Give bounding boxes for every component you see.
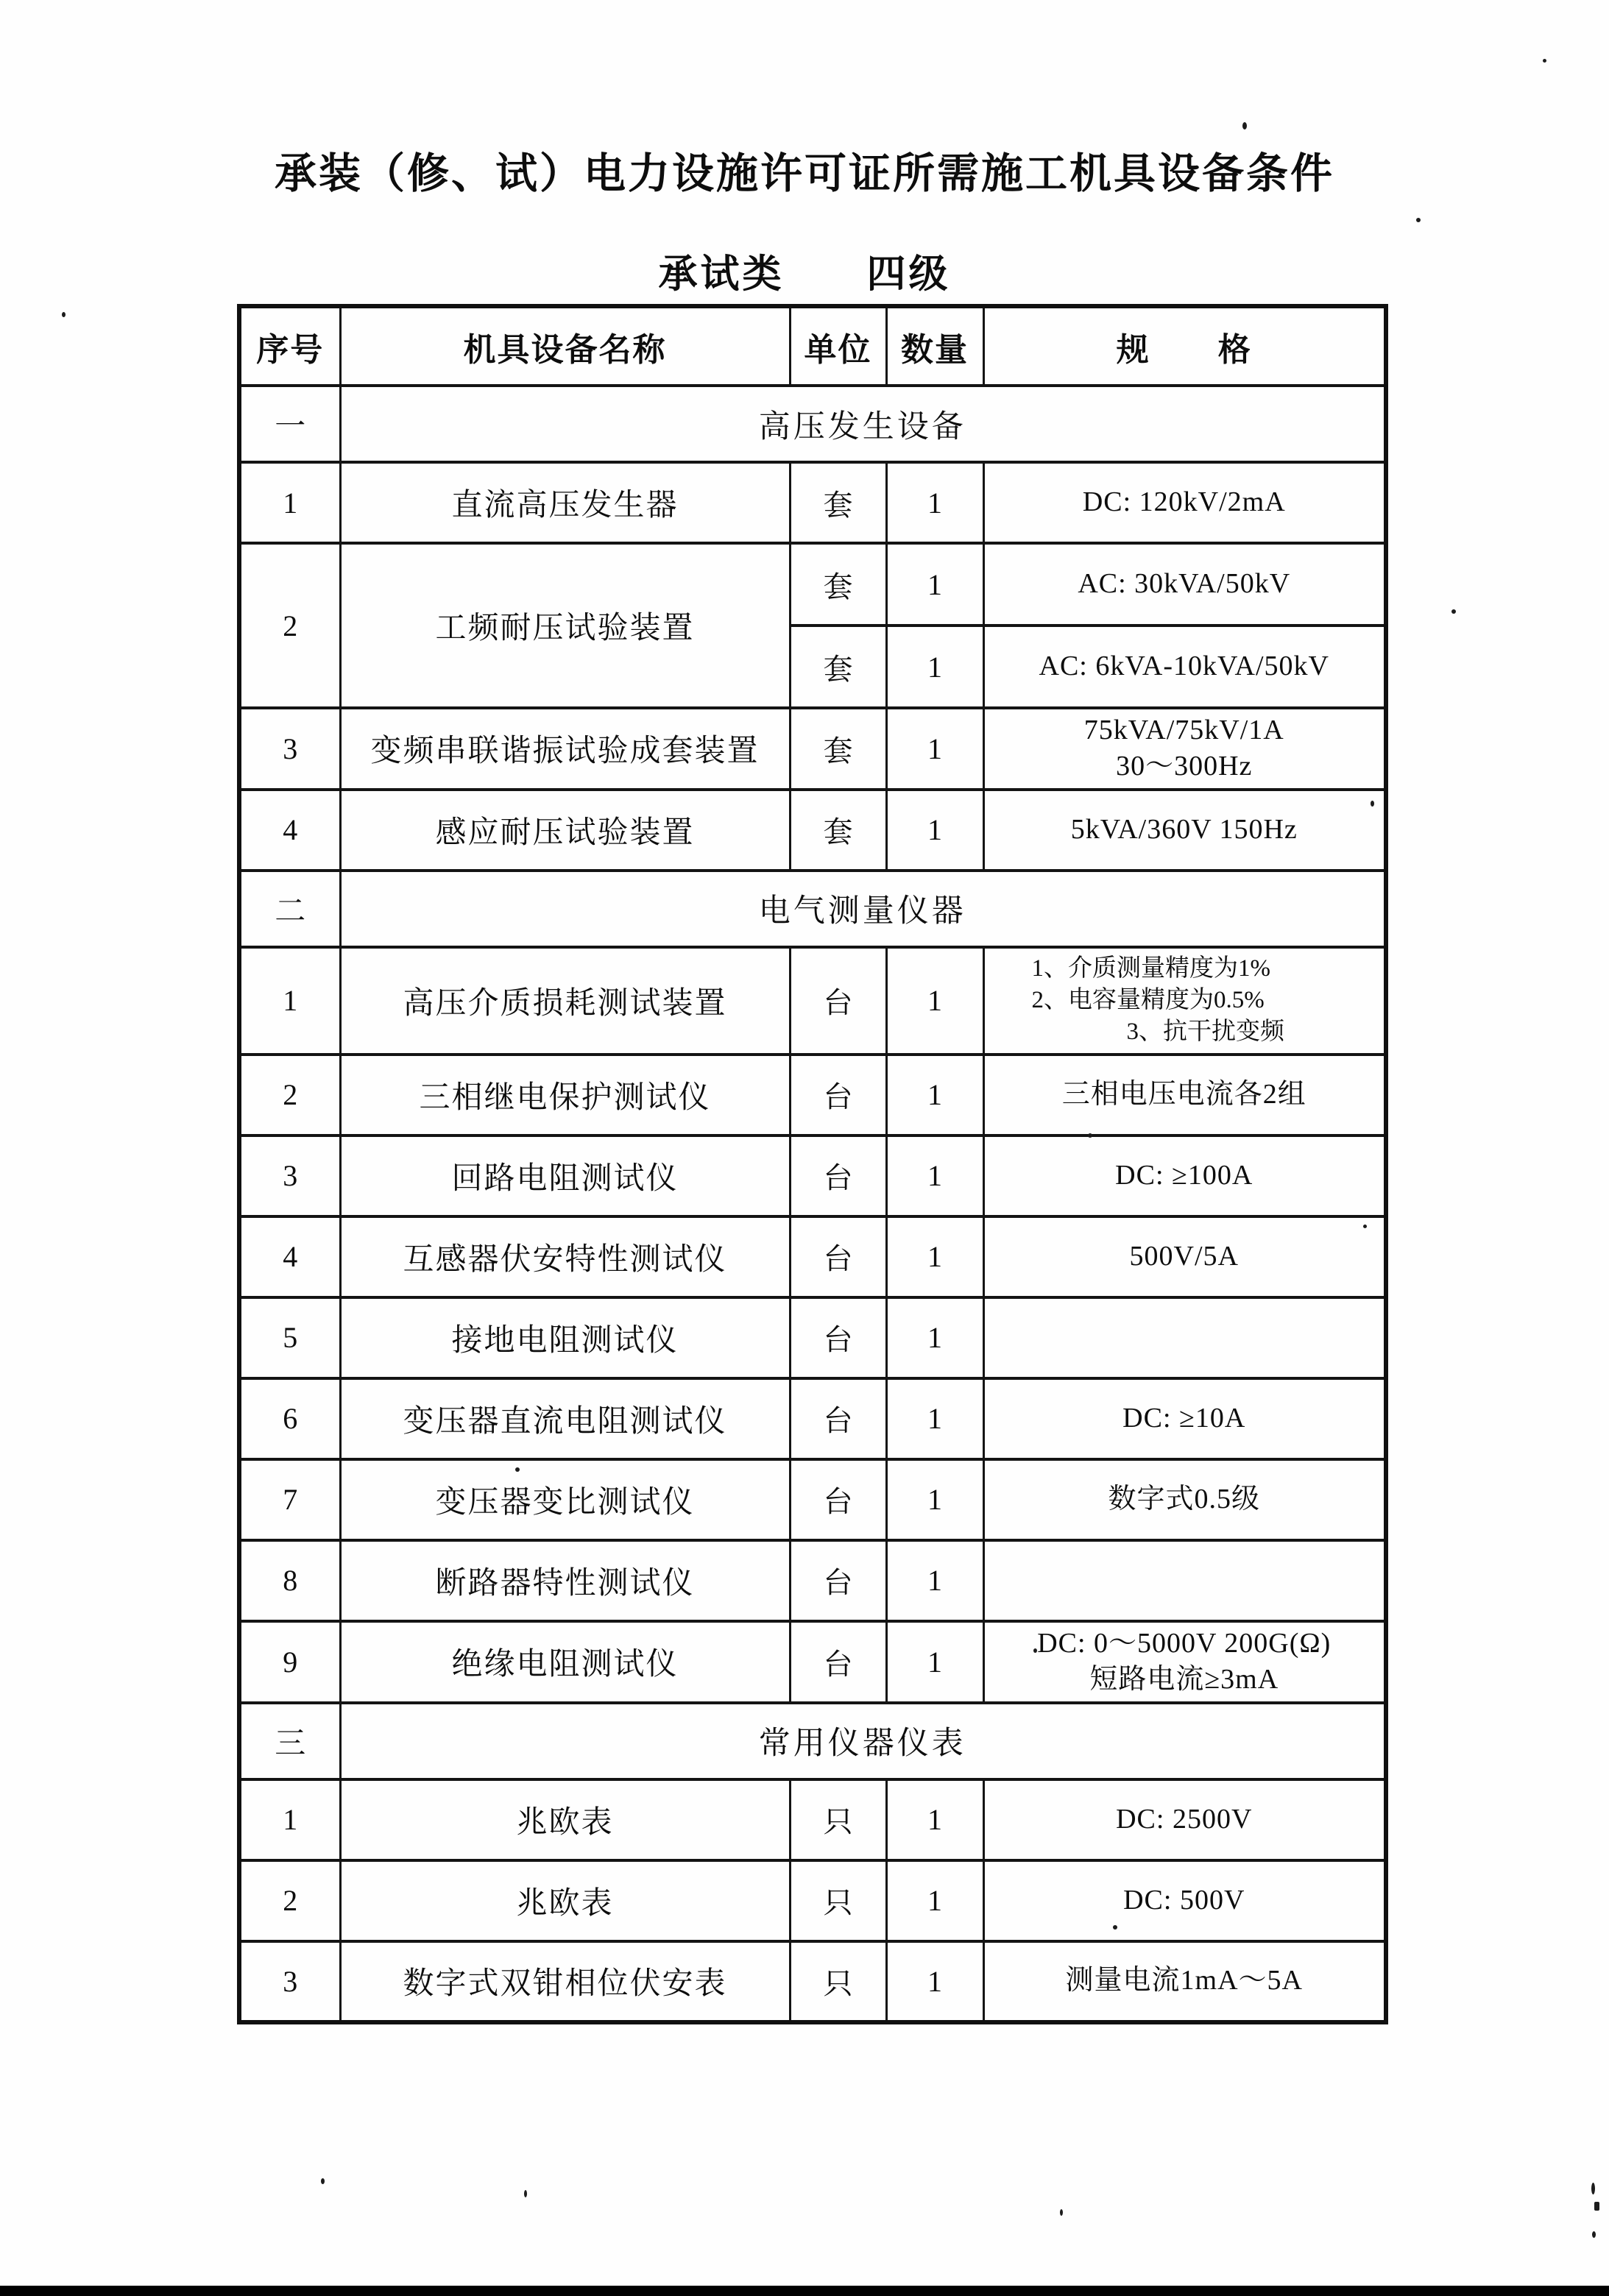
unit-cell: 台: [790, 1621, 886, 1703]
unit-cell: 只: [790, 1860, 886, 1941]
bottom-scan-line: [0, 2286, 1609, 2296]
unit-cell: 台: [790, 1459, 886, 1540]
scan-noise: [1033, 1648, 1037, 1653]
equipment-row: [239, 462, 1386, 543]
qty-cell: 1: [886, 1459, 983, 1540]
equipment-row: [239, 1297, 1386, 1378]
spec-cell: [983, 708, 1386, 790]
spec-line: 5kVA/360V 150Hz: [1070, 814, 1298, 846]
spec-line: 30～300Hz: [1116, 751, 1253, 782]
equipment-row: [239, 1860, 1386, 1941]
col-header-spec: 规 格: [983, 306, 1386, 386]
unit-cell: 台: [790, 947, 886, 1055]
spec-line: DC: 0～5000V 200G(Ω): [1037, 1627, 1332, 1659]
qty-cell: 1: [886, 1779, 983, 1860]
equipment-table-body: [239, 386, 1386, 2022]
qty-cell: 1: [886, 1297, 983, 1378]
unit-cell: 只: [790, 1941, 886, 2022]
name-cell: 变压器变比测试仪: [340, 1459, 790, 1540]
scan-noise: [62, 312, 66, 317]
unit-cell: 只: [790, 1779, 886, 1860]
qty-cell: 1: [886, 708, 983, 790]
unit-cell: 套: [790, 462, 886, 543]
spec-cell: [983, 543, 1386, 626]
section-index-cell: 三: [239, 1703, 340, 1779]
serial-cell: 2: [239, 1860, 340, 1941]
qty-cell: 1: [886, 790, 983, 871]
name-cell: 绝缘电阻测试仪: [340, 1621, 790, 1703]
unit-cell: 台: [790, 1055, 886, 1135]
col-header-name: 机具设备名称: [340, 306, 790, 386]
equipment-row: [239, 1779, 1386, 1860]
serial-cell: 4: [239, 1216, 340, 1297]
spec-cell: [983, 947, 1386, 1055]
scan-noise: [515, 1467, 520, 1472]
equipment-row: [239, 1621, 1386, 1703]
serial-cell: 7: [239, 1459, 340, 1540]
equipment-table: [237, 304, 1388, 2024]
equipment-row: [239, 1135, 1386, 1216]
equipment-row: [239, 1055, 1386, 1135]
spec-line: 2、电容量精度为0.5%: [1031, 987, 1265, 1014]
unit-cell: 台: [790, 1378, 886, 1459]
equipment-row: [239, 947, 1386, 1055]
spec-line: AC: 6kVA-10kVA/50kV: [1039, 651, 1329, 682]
name-cell: 变压器直流电阻测试仪: [340, 1378, 790, 1459]
serial-cell: 1: [239, 462, 340, 543]
qty-cell: 1: [886, 1135, 983, 1216]
serial-cell: 1: [239, 1779, 340, 1860]
qty-cell: 1: [886, 1216, 983, 1297]
scan-noise: [1416, 218, 1421, 222]
scan-noise: [1088, 1133, 1092, 1138]
serial-cell: 8: [239, 1540, 340, 1621]
spec-cell: [983, 1297, 1386, 1378]
serial-cell: 4: [239, 790, 340, 871]
name-cell: 感应耐压试验装置: [340, 790, 790, 871]
unit-cell: 台: [790, 1135, 886, 1216]
qty-cell: 1: [886, 1621, 983, 1703]
unit-cell: 套: [790, 790, 886, 871]
name-cell: 三相继电保护测试仪: [340, 1055, 790, 1135]
spec-line: 3、抗干扰变频: [1126, 1018, 1284, 1046]
qty-cell: 1: [886, 1941, 983, 2022]
serial-cell: 1: [239, 947, 340, 1055]
scan-noise: [1242, 122, 1247, 130]
equipment-row: [239, 1540, 1386, 1621]
scan-noise: [1543, 59, 1546, 63]
equipment-row: [239, 1378, 1386, 1459]
spec-line: DC: ≥100A: [1115, 1160, 1253, 1191]
qty-cell: 1: [886, 1055, 983, 1135]
serial-cell: 3: [239, 1941, 340, 2022]
scan-noise: [1594, 2202, 1599, 2211]
spec-cell: [983, 790, 1386, 871]
qty-cell: 1: [886, 1860, 983, 1941]
scan-noise: [321, 2178, 325, 2184]
qty-cell: 1: [886, 462, 983, 543]
spec-cell: [983, 1135, 1386, 1216]
unit-cell: 套: [790, 543, 886, 626]
spec-line: AC: 30kVA/50kV: [1078, 568, 1291, 600]
spec-cell: [983, 1216, 1386, 1297]
document-title: 承装（修、试）电力设施许可证所需施工机具设备条件: [275, 151, 1334, 197]
equipment-subrow: [239, 543, 1386, 626]
name-cell: 兆欧表: [340, 1779, 790, 1860]
spec-cell: [983, 1860, 1386, 1941]
unit-cell: 台: [790, 1297, 886, 1378]
equipment-row: [239, 1459, 1386, 1540]
spec-line: 三相电压电流各2组: [1061, 1079, 1306, 1110]
unit-cell: 台: [790, 1540, 886, 1621]
name-cell: 变频串联谐振试验成套装置: [340, 708, 790, 790]
spec-cell: [983, 462, 1386, 543]
serial-cell: 5: [239, 1297, 340, 1378]
serial-cell: 9: [239, 1621, 340, 1703]
spec-cell: [983, 1055, 1386, 1135]
col-header-serial: 序号: [239, 306, 340, 386]
subtitle-grade: 四级: [866, 253, 951, 296]
name-cell: 互感器伏安特性测试仪: [340, 1216, 790, 1297]
serial-cell: 2: [239, 543, 340, 708]
section-row: [239, 386, 1386, 462]
spec-line: 短路电流≥3mA: [1089, 1664, 1279, 1696]
spec-cell: [983, 626, 1386, 708]
unit-cell: 套: [790, 626, 886, 708]
equipment-row: [239, 708, 1386, 790]
col-header-unit: 单位: [790, 306, 886, 386]
serial-cell: 2: [239, 1055, 340, 1135]
name-cell: 直流高压发生器: [340, 462, 790, 543]
spec-line: 500V/5A: [1129, 1241, 1239, 1272]
section-index-cell: 一: [239, 386, 340, 462]
scan-noise: [1113, 1925, 1117, 1930]
qty-cell: 1: [886, 1378, 983, 1459]
scan-noise: [1591, 2183, 1595, 2194]
scan-noise: [1060, 2209, 1063, 2216]
spec-line: DC: 2500V: [1116, 1803, 1253, 1835]
serial-cell: 3: [239, 1135, 340, 1216]
qty-cell: 1: [886, 626, 983, 708]
table-header-row: [239, 306, 1386, 386]
spec-line: DC: ≥10A: [1122, 1403, 1246, 1434]
spec-cell: [983, 1941, 1386, 2022]
qty-cell: 1: [886, 543, 983, 626]
scan-noise: [524, 2190, 527, 2197]
document-subtitle: [0, 243, 1609, 299]
spec-line: 75kVA/75kV/1A: [1083, 715, 1284, 745]
spec-line: DC: 500V: [1123, 1884, 1245, 1916]
spec-cell: [983, 1621, 1386, 1703]
name-cell: 兆欧表: [340, 1860, 790, 1941]
qty-cell: 1: [886, 1540, 983, 1621]
section-title-cell: 常用仪器仪表: [340, 1703, 1386, 1779]
section-title-cell: 高压发生设备: [340, 386, 1386, 462]
unit-cell: 套: [790, 708, 886, 790]
unit-cell: 台: [790, 1216, 886, 1297]
qty-cell: 1: [886, 947, 983, 1055]
name-cell: 数字式双钳相位伏安表: [340, 1941, 790, 2022]
scan-noise: [1592, 2231, 1596, 2238]
serial-cell: 6: [239, 1378, 340, 1459]
spec-line: 数字式0.5级: [1108, 1484, 1260, 1515]
spec-cell: [983, 1779, 1386, 1860]
scan-noise: [1371, 801, 1374, 807]
spec-cell: [983, 1459, 1386, 1540]
spec-line: 测量电流1mA～5A: [1065, 1965, 1303, 1996]
subtitle-category: 承试类: [658, 253, 785, 296]
spec-cell: [983, 1540, 1386, 1621]
equipment-row: [239, 1941, 1386, 2022]
equipment-row: [239, 1216, 1386, 1297]
scan-noise: [1451, 609, 1456, 614]
spec-line: 1、介质测量精度为1%: [1031, 955, 1270, 982]
section-row: [239, 1703, 1386, 1779]
equipment-row: [239, 790, 1386, 871]
name-cell: 断路器特性测试仪: [340, 1540, 790, 1621]
serial-cell: 3: [239, 708, 340, 790]
col-header-qty: 数量: [886, 306, 983, 386]
name-cell: 接地电阻测试仪: [340, 1297, 790, 1378]
name-cell: 回路电阻测试仪: [340, 1135, 790, 1216]
section-title-cell: 电气测量仪器: [340, 871, 1386, 947]
spec-line: DC: 120kV/2mA: [1082, 486, 1286, 518]
section-row: [239, 871, 1386, 947]
spec-cell: [983, 1378, 1386, 1459]
name-cell: 高压介质损耗测试装置: [340, 947, 790, 1055]
scan-noise: [1363, 1225, 1367, 1228]
section-index-cell: 二: [239, 871, 340, 947]
name-cell: 工频耐压试验装置: [340, 543, 790, 708]
